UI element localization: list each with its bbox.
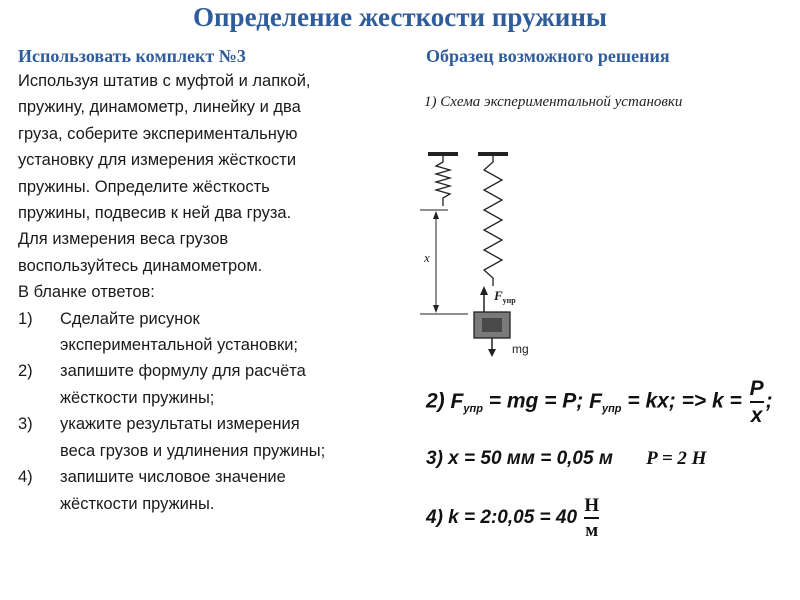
list-item-text: укажите результаты измерения веса грузов и удлинения пружины;	[60, 415, 326, 460]
fraction-denominator: x	[750, 404, 763, 427]
solution-heading: Образец возможного решения	[426, 46, 670, 66]
x-label: x	[424, 250, 430, 265]
answer-list	[18, 306, 403, 517]
list-item	[18, 411, 403, 464]
step2-part1: = mg = P;	[482, 389, 590, 413]
elastic-force-symbol-2: $F_{упр}$	[589, 389, 622, 415]
page-title: Определение жесткости пружины	[193, 2, 607, 32]
elongation-result: 3) x = 50 мм = 0,05 м	[426, 448, 613, 469]
unit-fraction	[584, 496, 599, 540]
stiffness-calculation: 4) k = 2:0,05 = 40	[426, 507, 583, 529]
k-fraction	[750, 378, 764, 426]
elastic-force-symbol: $F_{упр}$	[450, 389, 483, 415]
task-intro: Используя штатив с муфтой и лапкой, пружину, динамометр, линейку и два груза, соберите экспериментальную установку для измерения жёсткости пружины. Определите жёсткость пружины, подвесив к ней два груза. Для измерения веса грузов воспользуйтесь динамометром.	[18, 72, 311, 275]
list-item-text: запишите числовое значение жёсткости пружины.	[60, 468, 286, 513]
step2-part2: = kx; => k =	[621, 389, 748, 413]
list-item-number: 4)	[18, 468, 33, 487]
left-mount	[428, 152, 458, 156]
step2-number: 2)	[426, 389, 445, 413]
right-mount	[478, 152, 508, 156]
task-column	[18, 44, 403, 517]
list-item	[18, 358, 403, 411]
stretched-spring	[484, 156, 502, 286]
force-label: $F_{упр}$	[494, 288, 516, 305]
weight-label: mg	[512, 342, 529, 356]
step2-formula	[426, 378, 773, 426]
x-arrow-top	[433, 211, 439, 219]
unit-denominator: м	[585, 520, 599, 541]
step3-measurements	[426, 448, 706, 470]
list-item-text: запишите формулу для расчёта жёсткости пружины;	[60, 362, 306, 407]
list-item	[18, 464, 403, 517]
unloaded-spring	[436, 156, 450, 206]
list-item-text: Сделайте рисунок экспериментальной установки;	[60, 309, 299, 355]
unit-numerator: Н	[584, 495, 600, 516]
list-item	[18, 306, 403, 359]
spring-setup-diagram	[418, 150, 568, 360]
list-item-number: 1)	[18, 309, 33, 328]
fraction-numerator: P	[749, 377, 764, 400]
step1-caption: 1) Схема экспериментальной установки	[424, 94, 683, 110]
step2-end: ;	[765, 389, 773, 413]
weight-result: P = 2 Н	[646, 448, 707, 469]
gravity-arrowhead	[488, 349, 496, 357]
list-item-number: 3)	[18, 415, 33, 434]
weight-inner	[482, 318, 502, 332]
step4-result	[426, 496, 601, 540]
task-heading: Использовать комплект №3	[18, 46, 246, 66]
elastic-force-arrowhead	[480, 286, 488, 295]
x-arrow-bottom	[433, 305, 439, 313]
list-item-number: 2)	[18, 362, 33, 381]
blank-intro: В бланке ответов:	[18, 283, 155, 302]
